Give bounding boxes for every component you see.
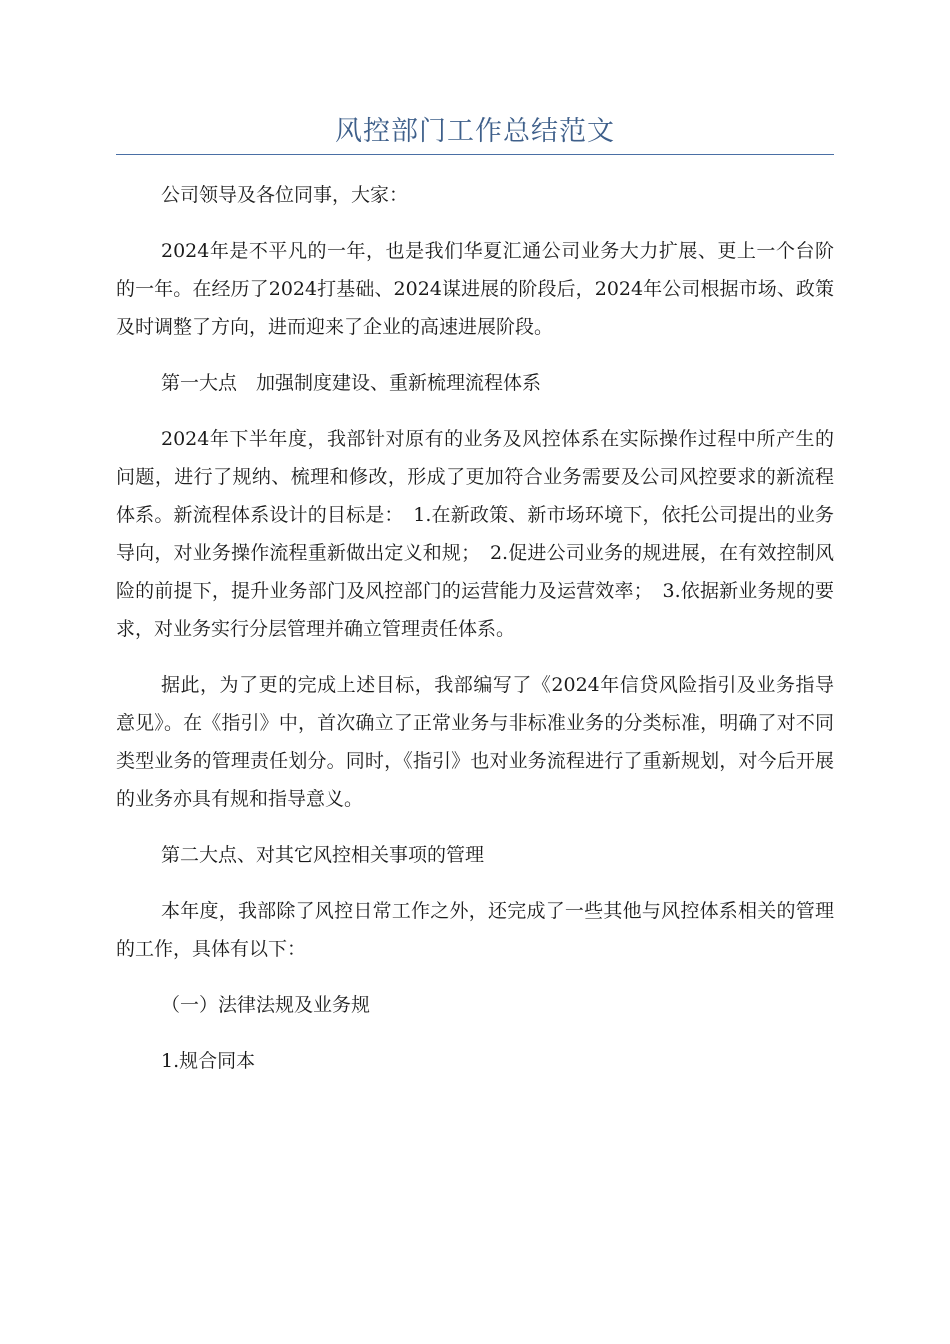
section-1-paragraph-2: 据此，为了更的完成上述目标，我部编写了《2024年信贷风险指引及业务指导意见》。在《指引》中，首次确立了正常业务与非标准业务的分类标准，明确了对不同类型业务的管理责任划分。同时，《指引》也对业务流程进行了重新规划，对今后开展的业务亦具有规和指导意义。 xyxy=(116,674,834,810)
section-heading-2: 第二大点、对其它风控相关事项的管理 xyxy=(161,844,485,866)
section-heading-1: 第一大点 加强制度建设、重新梳理流程体系 xyxy=(161,372,542,394)
document-body xyxy=(116,176,834,1098)
page-title: 风控部门工作总结范文 xyxy=(335,116,615,147)
title-underline xyxy=(116,154,834,155)
intro-paragraph: 2024年是不平凡的一年，也是我们华夏汇通公司业务大力扩展、更上一个台阶的一年。在经历了2024打基础、2024谋进展的阶段后，2024年公司根据市场、政策及时调整了方向，进而迎来了企业的高速进展阶段。 xyxy=(116,240,834,338)
greeting-paragraph: 公司领导及各位同事，大家： xyxy=(161,184,409,206)
section-1-paragraph-1: 2024年下半年度，我部针对原有的业务及风控体系在实际操作过程中所产生的问题，进行了规纳、梳理和修改，形成了更加符合业务需要及公司风控要求的新流程体系。新流程体系设计的目标是： 1.在新政策、新市场环境下，依托公司提出的业务导向，对业务操作流程重新做出定义和规； 2.促进公司业务的规进展，在有效控制风险的前提下，提升业务部门及风控部门的运营能力及运营效率； 3.依据新业务规的要求，对业务实行分层管理并确立管理责任体系。 xyxy=(116,428,834,640)
section-2-paragraph-1: 本年度，我部除了风控日常工作之外，还完成了一些其他与风控体系相关的管理的工作，具体有以下： xyxy=(116,900,834,960)
subsection-heading-1: （一）法律法规及业务规 xyxy=(161,994,371,1016)
list-item-1: 1.规合同本 xyxy=(161,1050,256,1072)
